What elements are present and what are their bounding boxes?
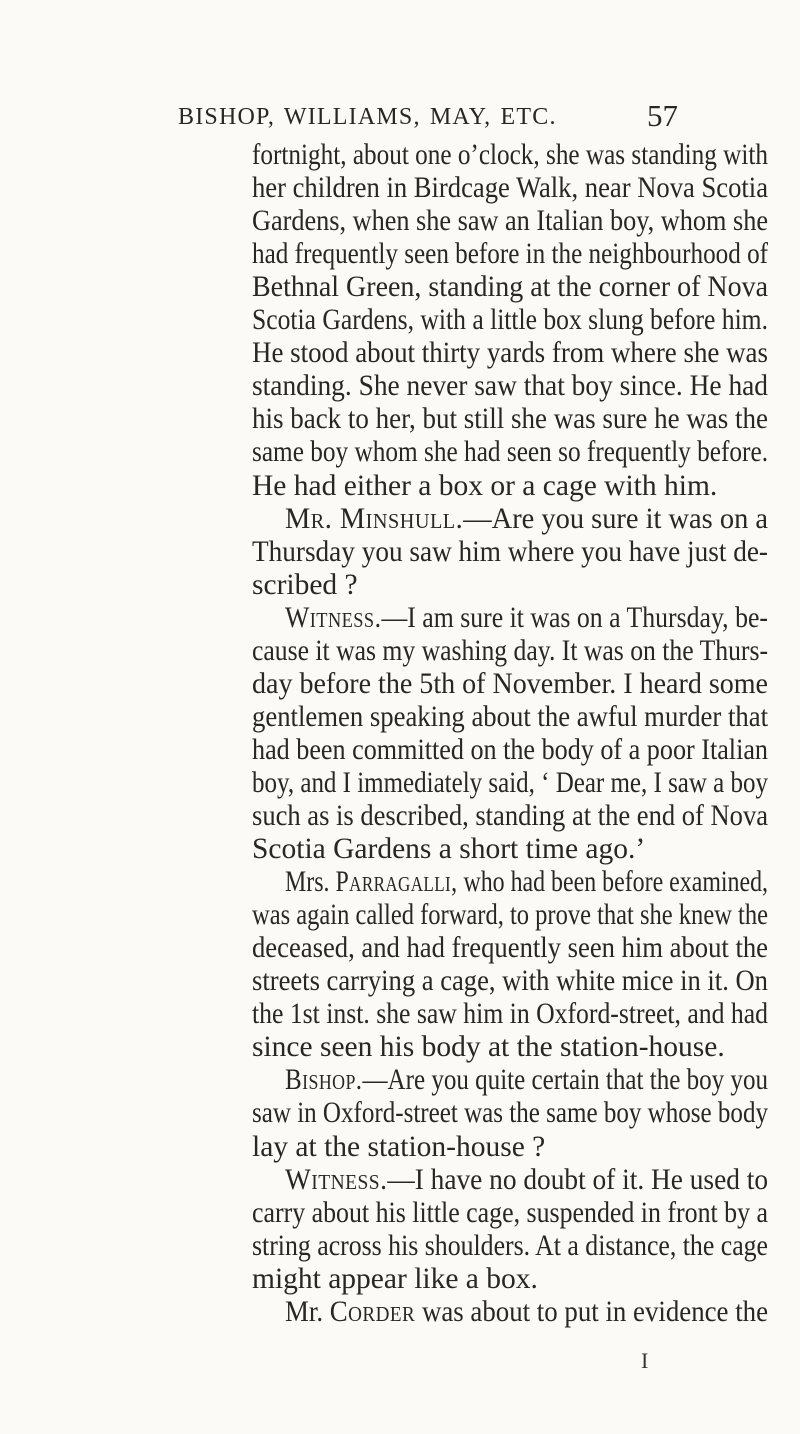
line-text: her children in Birdcage Walk, near Nova Scotia [252,172,768,205]
signature-mark: I [641,1348,649,1373]
text-line [252,569,358,602]
line-text: since seen his body at the station-house. [252,1031,725,1064]
line-text: Scotia Gardens, with a little box slung before him. [252,304,768,337]
text-line [252,1097,768,1130]
line-text: lay at the station-house ? [252,1130,546,1163]
text-line [252,899,768,932]
text-line [252,271,768,304]
speaker-name: Witness. [285,601,382,634]
text-line [252,304,768,337]
line-text: such as is described, standing at the end of Nova [252,800,769,832]
line-text: cause it was my washing day. It was on the Thurs- [252,634,768,667]
line-text: He stood about thirty yards from where she was [252,337,769,370]
text-line [252,1263,538,1296]
page-number: 57 [647,98,678,133]
speaker-name: Mr. Minshull. [285,502,464,535]
line-text: Bethnal Green, standing at the corner of Nova [252,271,769,304]
text-line [252,337,768,370]
line-text: carry about his little cage, suspended in front by a [252,1196,769,1229]
text-line [252,1230,768,1263]
text-line [252,668,768,701]
text-line [252,370,768,403]
line-text: saw in Oxford-street was the same boy whose body [252,1097,768,1130]
line-text: scribed ? [252,568,358,601]
line-text: string across his shoulders. At a distance, the cage [252,1229,769,1262]
line-text: same boy whom she had seen so frequently before. [252,436,769,469]
line-text: gentlemen speaking about the awful murder that [252,700,768,733]
text-line [285,866,768,899]
line-text: Thursday you saw him where you have just de- [252,535,768,568]
running-title: BISHOP, WILLIAMS, MAY, ETC. [178,104,557,130]
line-text: —I have no doubt of it. He used to [387,1163,769,1196]
speaker-name: Bishop. [285,1064,363,1097]
line-text: the 1st inst. she saw him in Oxford-street, and had [252,998,769,1031]
text-line [285,503,768,536]
line-text: Gardens, when she saw an Italian boy, whom she [252,205,768,238]
text-line [252,998,768,1031]
speaker-name: Witness. [285,1163,388,1196]
line-text: —Are you quite certain that the boy you [362,1064,769,1097]
text-line [285,1064,768,1097]
line-text: might appear like a box. [252,1262,538,1295]
speaker-title: Mr. [285,1295,330,1328]
text-line [252,139,768,172]
text-line [285,602,768,635]
text-line [252,1197,768,1230]
line-text: boy, and I immediately said, ‘ Dear me, I saw a boy [252,766,768,799]
speaker-name: Parragalli, [335,866,458,899]
text-line [252,800,768,833]
line-text: streets carrying a cage, with white mice in it. On [252,965,768,998]
text-line [252,932,768,965]
line-text: standing. She never saw that boy since. He had [252,370,769,403]
body-text [0,139,800,1339]
line-text: fortnight, about one o’clock, she was standing with [252,139,768,171]
text-line [252,403,768,436]
line-text: —I am sure it was on a Thursday, be- [381,601,768,634]
text-line [252,701,768,734]
line-text: He had either a box or a cage with him. [252,469,718,502]
text-line [252,436,768,469]
line-text: who had been before examined, [457,866,769,899]
text-line [252,833,645,866]
text-line [252,238,768,271]
line-text: Scotia Gardens a short time ago.’ [252,833,646,866]
text-line [252,1031,725,1064]
text-line [252,1131,545,1164]
line-text: had frequently seen before in the neighbourhood of [252,238,769,271]
text-line [252,172,768,205]
text-line [252,536,768,569]
text-line [252,470,717,503]
text-line [252,734,768,767]
line-text: his back to her, but still she was sure he was the [252,403,769,436]
running-head [178,98,678,138]
line-text: day before the 5th of November. I heard some [252,667,769,700]
text-line [252,965,768,998]
text-line [252,205,768,238]
text-line [285,1296,768,1329]
line-text: —Are you sure it was on a [463,502,769,535]
line-text: was again called forward, to prove that she knew the [252,899,768,932]
line-text: had been committed on the body of a poor Italian [252,733,768,766]
line-text: was about to put in evidence the [415,1295,769,1328]
line-text: deceased, and had frequently seen him about the [252,932,769,965]
speaker-name: Corder [329,1295,416,1328]
text-line [252,635,768,668]
text-line [252,767,768,800]
speaker-title: Mrs. [285,866,336,899]
text-line [285,1164,768,1197]
